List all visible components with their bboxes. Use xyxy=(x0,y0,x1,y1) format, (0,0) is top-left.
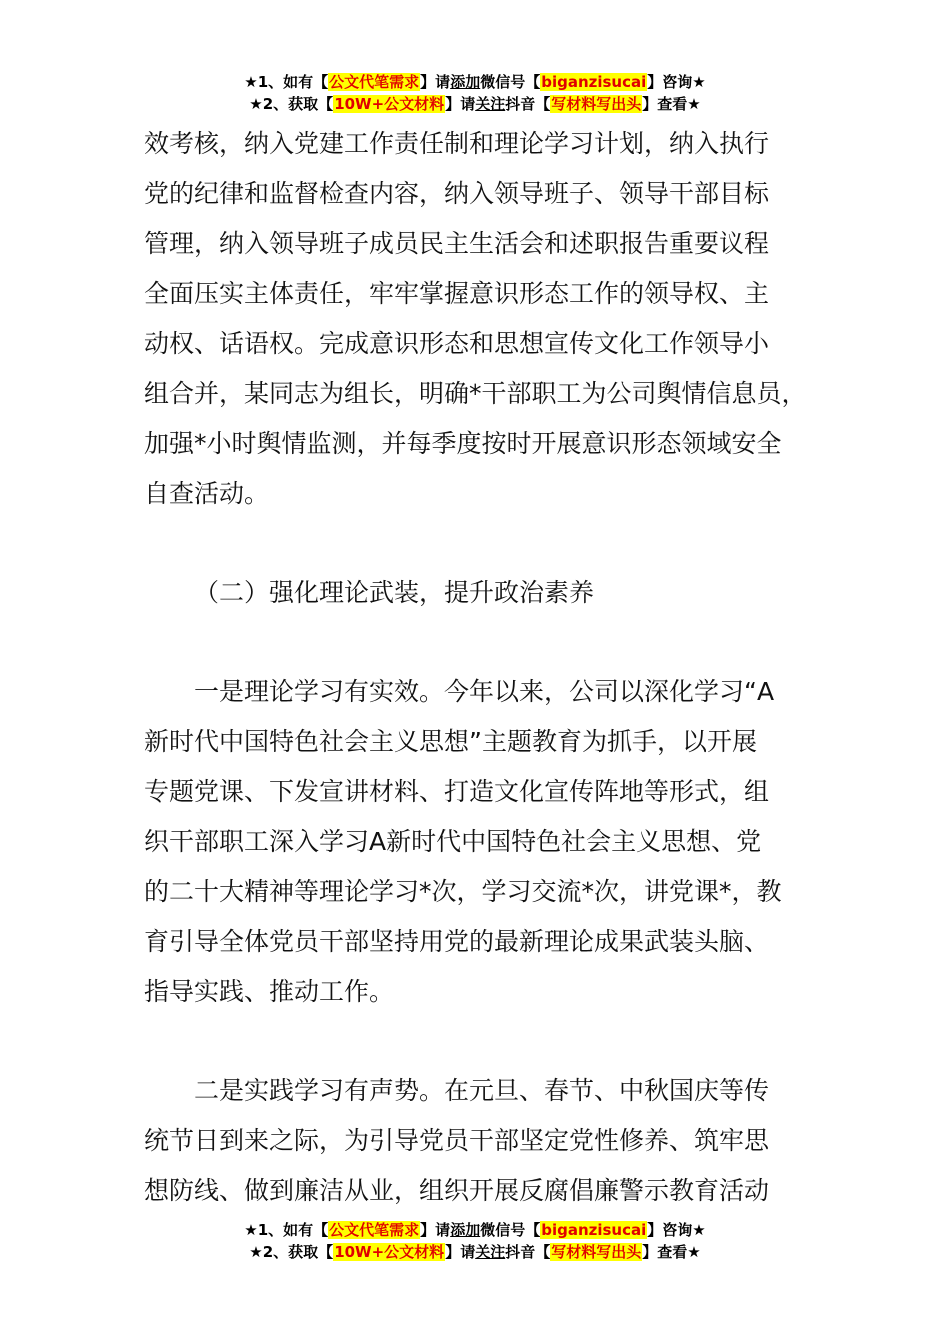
paragraph xyxy=(144,119,824,519)
banner-text: 】请 xyxy=(420,1221,451,1239)
text-line: 新时代中国特色社会主义思想”主题教育为抓手，以开展 xyxy=(144,727,757,756)
footer-banner xyxy=(0,1219,950,1263)
banner-text: 】查看★ xyxy=(642,1243,701,1261)
text-line: 全面压实主体责任，牢牢掌握意识形态工作的领导权、主 xyxy=(144,279,770,308)
paragraph xyxy=(144,667,824,1017)
text-line: 统节日到来之际，为引导党员干部坚定党性修养、筑牢思 xyxy=(144,1126,770,1155)
header-banner xyxy=(0,71,950,115)
section-heading: （二）强化理论武装，提升政治素养 xyxy=(194,578,595,607)
banner-text: 抖音【 xyxy=(505,95,551,113)
text-line: 自查活动。 xyxy=(144,479,270,508)
text-line: 一是理论学习有实效。今年以来，公司以深化学习“A xyxy=(194,677,775,706)
banner-text: 】咨询★ xyxy=(647,1221,706,1239)
banner-text: 】咨询★ xyxy=(647,73,706,91)
banner-text: ★1、如有【 xyxy=(244,1221,329,1239)
text-line: 加强*小时舆情监测，并每季度按时开展意识形态领域安全 xyxy=(144,429,782,458)
banner-highlight: 写材料写出头 xyxy=(551,95,642,113)
banner-text: 】请 xyxy=(445,1243,476,1261)
banner-line-1 xyxy=(0,1219,950,1241)
banner-highlight: 写材料写出头 xyxy=(551,1243,642,1261)
banner-text: 抖音【 xyxy=(505,1243,551,1261)
text-line: 效考核，纳入党建工作责任制和理论学习计划，纳入执行 xyxy=(144,129,770,158)
banner-emphasis: 关注 xyxy=(475,1243,506,1261)
banner-highlight: 10W+公文材料 xyxy=(334,1243,445,1261)
banner-emphasis: 关注 xyxy=(475,95,506,113)
text-line: 想防线、做到廉洁从业，组织开展反腐倡廉警示教育活动 xyxy=(144,1176,770,1205)
text-line: 育引导全体党员干部坚持用党的最新理论成果武装头脑、 xyxy=(144,927,770,956)
banner-emphasis: 添加 xyxy=(450,73,481,91)
document-body xyxy=(144,119,824,1216)
text-line: 党的纪律和监督检查内容，纳入领导班子、领导干部目标 xyxy=(144,179,770,208)
banner-text: 微信号【 xyxy=(480,1221,541,1239)
banner-line-2 xyxy=(0,93,950,115)
banner-text: 】查看★ xyxy=(642,95,701,113)
text-line: 管理，纳入领导班子成员民主生活会和述职报告重要议程 xyxy=(144,229,770,258)
banner-highlight: biganzisucai xyxy=(541,1221,647,1239)
banner-highlight: 10W+公文材料 xyxy=(334,95,445,113)
banner-text: 微信号【 xyxy=(480,73,541,91)
text-line: 动权、话语权。完成意识形态和思想宣传文化工作领导小 xyxy=(144,329,770,358)
banner-text: ★2、获取【 xyxy=(249,95,334,113)
banner-line-1 xyxy=(0,71,950,93)
banner-text: ★1、如有【 xyxy=(244,73,329,91)
text-line: 专题党课、下发宣讲材料、打造文化宣传阵地等形式，组 xyxy=(144,777,770,806)
paragraph xyxy=(144,1066,824,1216)
text-line: 织干部职工深入学习A新时代中国特色社会主义思想、党 xyxy=(144,827,762,856)
banner-highlight: biganzisucai xyxy=(541,73,647,91)
text-line: 的二十大精神等理论学习*次，学习交流*次，讲党课*，教 xyxy=(144,877,782,906)
banner-text: ★2、获取【 xyxy=(249,1243,334,1261)
banner-text: 】请 xyxy=(420,73,451,91)
text-line: 组合并，某同志为组长，明确*干部职工为公司舆情信息员， xyxy=(144,379,807,408)
banner-highlight: 公文代笔需求 xyxy=(329,1221,420,1239)
banner-text: 】请 xyxy=(445,95,476,113)
banner-emphasis: 添加 xyxy=(450,1221,481,1239)
text-line: 二是实践学习有声势。在元旦、春节、中秋国庆等传 xyxy=(194,1076,770,1105)
text-line: 指导实践、推动工作。 xyxy=(144,977,395,1006)
banner-highlight: 公文代笔需求 xyxy=(329,73,420,91)
banner-line-2 xyxy=(0,1241,950,1263)
